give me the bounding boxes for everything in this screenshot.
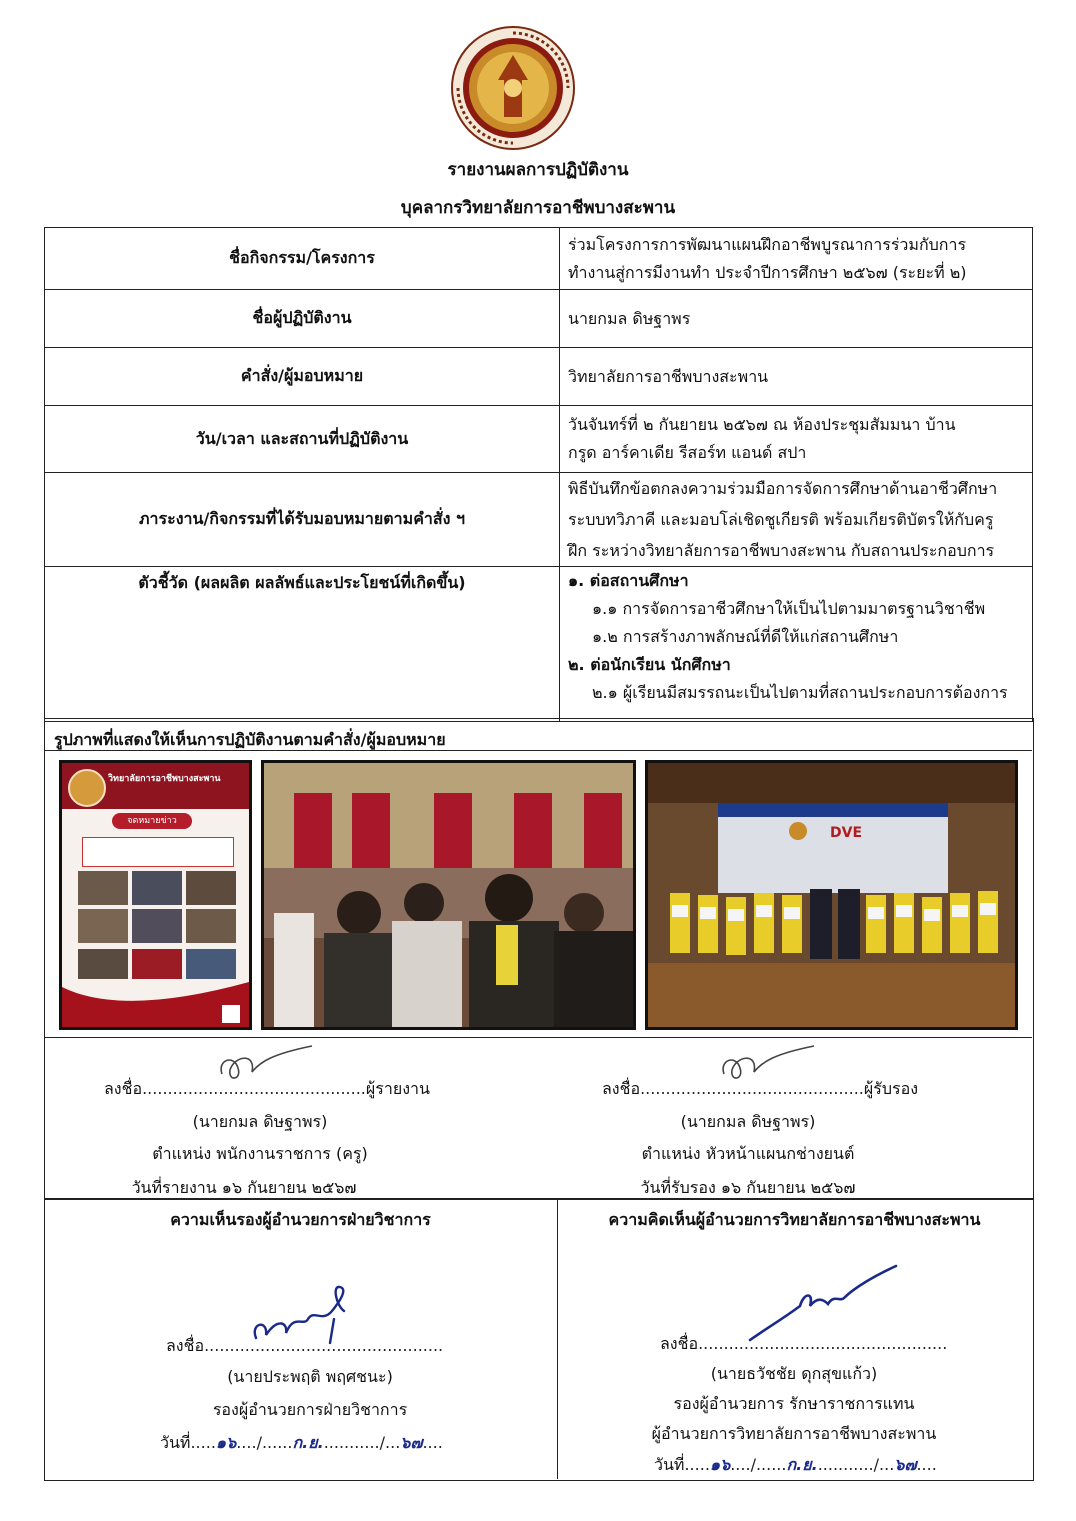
indicator-item: ๒.๑ ผู้เรียนมีสมรรถนะเป็นไปตามที่สถานประกอบการต้องการ <box>592 683 1008 702</box>
value-line: กรูด อาร์คาเดีย รีสอร์ท แอนด์ สปา <box>568 443 807 462</box>
deputy-date-line: วันที่.....๑๖..../......ก.ย............/...๖๗.... <box>160 1433 443 1452</box>
table-row <box>45 406 1033 473</box>
report-title: รายงานผลการปฏิบัติงาน <box>447 160 629 180</box>
indicator-list <box>560 567 1033 722</box>
deputy-name: (นายประพฤติ พฤศชนะ) <box>227 1367 393 1386</box>
value-line: พิธีบันทึกข้อตกลงความร่วมมือการจัดการศึกษาด้านอาชีวศึกษา <box>568 479 998 498</box>
poster-tag: จดหมายข่าว <box>112 813 192 829</box>
photo-audience <box>261 760 636 1030</box>
reporter-position: ตำแหน่ง พนักงานราชการ (ครู) <box>152 1144 368 1163</box>
date-month: ก.ย. <box>292 1433 324 1452</box>
director-position-2: ผู้อำนวยการวิทยาลัยการอาชีพบางสะพาน <box>651 1424 937 1443</box>
poster-thumb <box>132 871 182 905</box>
indicator-item: ๑.๑ การจัดการอาชีวศึกษาให้เป็นไปตามมาตรฐานวิชาชีพ <box>592 599 986 618</box>
certifier-position: ตำแหน่ง หัวหน้าแผนกช่างยนต์ <box>641 1144 855 1163</box>
deputy-opinion-heading: ความเห็นรองผู้อำนวยการฝ่ายวิชาการ <box>170 1210 431 1229</box>
divider <box>557 1198 558 1479</box>
poster-footer-wave <box>62 977 249 1027</box>
indicator-heading: ๑. ต่อสถานศึกษา <box>568 571 689 590</box>
date-month: ก.ย. <box>786 1455 818 1474</box>
date-year: ๖๗ <box>400 1433 423 1452</box>
sign-role: ผู้รายงาน <box>365 1079 430 1098</box>
value-line: วันจันทร์ที่ ๒ กันยายน ๒๕๖๗ ณ ห้องประชุมสัมมนา บ้าน <box>568 415 956 434</box>
sign-label: ลงชื่อ <box>660 1334 699 1353</box>
info-table <box>44 227 1033 722</box>
value-line: ร่วมโครงการการพัฒนาแผนฝึกอาชีพบูรณาการร่วมกับการ <box>568 234 967 254</box>
row-value <box>560 290 1033 348</box>
poster-thumb <box>186 909 236 943</box>
row-value <box>560 473 1033 567</box>
row-label: ชื่อผู้ปฏิบัติงาน <box>45 290 560 348</box>
director-opinion-heading: ความคิดเห็นผู้อำนวยการวิทยาลัยการอาชีพบางสะพาน <box>608 1210 981 1229</box>
photos-section-title: รูปภาพที่แสดงให้เห็นการปฏิบัติงานตามคำสั่ง/ผู้มอบหมาย <box>54 730 446 749</box>
sign-dots: ................................................. <box>698 1334 948 1353</box>
table-row <box>45 567 1033 722</box>
report-subtitle: บุคลากรวิทยาลัยการอาชีพบางสะพาน <box>400 198 676 218</box>
banner-logo-text: DVE <box>830 825 863 841</box>
date-year: ๖๗ <box>894 1455 917 1474</box>
value-line: ฝึก ระหว่างวิทยาลัยการอาชีพบางสะพาน กับสถานประกอบการ <box>568 541 995 560</box>
row-value <box>560 406 1033 473</box>
poster-thumb <box>186 871 236 905</box>
date-day: ๑๖ <box>215 1433 237 1452</box>
certifier-name: (นายกมล ดิษฐาพร) <box>680 1112 816 1131</box>
row-value <box>560 348 1033 406</box>
photo-certificate-group <box>645 760 1018 1030</box>
row-label: คำสั่ง/ผู้มอบหมาย <box>45 348 560 406</box>
poster-seal-icon <box>68 769 106 807</box>
date-label: วันที่ <box>160 1433 191 1452</box>
college-seal-logo <box>450 25 576 151</box>
sign-dots: ............................................ <box>142 1079 366 1098</box>
value-line: ระบบทวิภาคี และมอบโล่เชิดชูเกียรติ พร้อมเกียรติบัตรให้กับครู <box>568 510 994 529</box>
sign-dots: ............................................ <box>640 1079 864 1098</box>
poster-thumb <box>132 949 182 979</box>
table-row <box>45 473 1033 567</box>
poster-thumb <box>78 909 128 943</box>
table-row <box>45 228 1033 290</box>
sign-role: ผู้รับรอง <box>863 1079 919 1098</box>
indicator-label: ตัวชี้วัด (ผลผลิต ผลลัพธ์และประโยชน์ที่เกิดขึ้น) <box>45 567 560 722</box>
director-sign-line <box>660 1332 947 1357</box>
row-label: ภาระงาน/กิจกรรมที่ได้รับมอบหมายตามคำสั่ง ฯ <box>45 473 560 567</box>
photo-newsletter-poster <box>59 760 252 1030</box>
date-label: วันที่ <box>654 1455 685 1474</box>
divider <box>44 1037 1032 1038</box>
deputy-sign-line <box>166 1334 443 1359</box>
poster-college-name: วิทยาลัยการอาชีพบางสะพาน <box>108 774 221 784</box>
group-scene <box>648 763 1015 1027</box>
sign-label: ลงชื่อ <box>104 1079 143 1098</box>
row-value <box>560 228 1033 290</box>
row-label: วัน/เวลา และสถานที่ปฏิบัติงาน <box>45 406 560 473</box>
poster-thumb <box>78 871 128 905</box>
value-line: ทำงานสู่การมีงานทำ ประจำปีการศึกษา ๒๕๖๗ (ระยะที่ ๒) <box>568 262 967 282</box>
date-day: ๑๖ <box>709 1455 731 1474</box>
audience-scene <box>264 763 633 1027</box>
row-label: ชื่อกิจกรรม/โครงการ <box>45 228 560 290</box>
director-name: (นายธวัชชัย ดุกสุขแก้ว) <box>710 1364 878 1383</box>
reporter-date: วันที่รายงาน ๑๖ กันยายน ๒๕๖๗ <box>131 1178 357 1197</box>
poster-caption-box <box>82 837 234 867</box>
deputy-position: รองผู้อำนวยการฝ่ายวิชาการ <box>212 1400 408 1419</box>
certifier-sign-line <box>602 1077 918 1102</box>
director-position-1: รองผู้อำนวยการ รักษาราชการแทน <box>673 1394 915 1413</box>
sign-label: ลงชื่อ <box>602 1079 641 1098</box>
certifier-date: วันที่รับรอง ๑๖ กันยายน ๒๕๖๗ <box>640 1178 856 1197</box>
value-line: นายกมล ดิษฐาพร <box>568 308 691 328</box>
director-date-line: วันที่.....๑๖..../......ก.ย............/...๖๗.... <box>654 1455 937 1474</box>
reporter-name: (นายกมล ดิษฐาพร) <box>192 1112 328 1131</box>
poster-thumb <box>186 949 236 979</box>
poster-thumb <box>132 909 182 943</box>
reporter-sign-line <box>104 1077 430 1102</box>
indicator-heading: ๒. ต่อนักเรียน นักศึกษา <box>568 655 731 674</box>
value-line: วิทยาลัยการอาชีพบางสะพาน <box>568 366 769 386</box>
table-row <box>45 290 1033 348</box>
sign-label: ลงชื่อ <box>166 1336 205 1355</box>
poster-thumb <box>78 949 128 979</box>
indicator-item: ๑.๒ การสร้างภาพลักษณ์ที่ดีให้แก่สถานศึกษา <box>592 627 899 646</box>
sign-dots: ............................................... <box>204 1336 444 1355</box>
table-row <box>45 348 1033 406</box>
